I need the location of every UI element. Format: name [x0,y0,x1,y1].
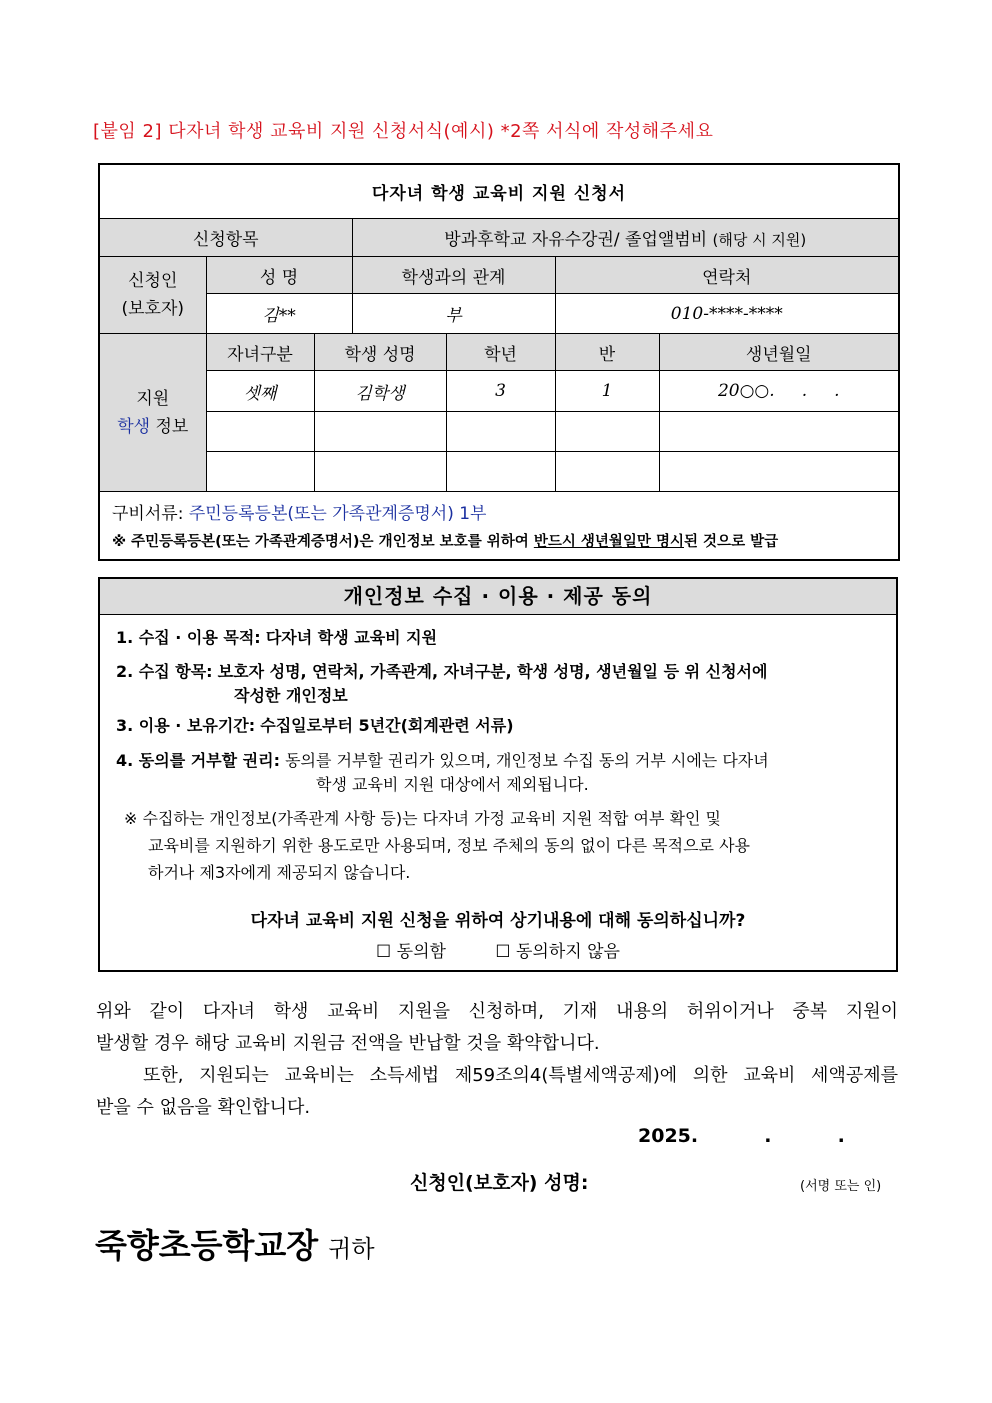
birthdate-header: 생년월일 [659,334,899,371]
student-name-field[interactable]: 김학생 [314,371,446,412]
class-field[interactable]: 1 [555,371,659,412]
child-order-header: 자녀구분 [206,334,314,371]
consent-options [100,937,896,962]
recipient: 죽향초등학교장 귀하 [95,1226,375,1265]
class-field[interactable] [555,452,659,492]
consent-note-line3: 하거나 제3자에게 제공되지 않습니다. [148,863,411,882]
class-field[interactable] [555,412,659,452]
consent-note-line1: ※ 수집하는 개인정보(가족관계 사항 등)는 다자녀 가정 교육비 지원 적합 여부 확인 및 [124,809,721,828]
privacy-consent-box [98,577,898,972]
signature-label: 신청인(보호자) 성명: [410,1172,589,1194]
consent-question: 다자녀 교육비 지원 신청을 위하여 상기내용에 대해 동의하십니까? [250,911,746,931]
class-header: 반 [555,334,659,371]
consent-item-3: 3. 이용 · 보유기간: 수집일로부터 5년간(회계관련 서류) [116,716,514,735]
applicant-contact-header: 연락처 [555,257,899,294]
apply-item-note: (해당 시 지원) [712,231,807,249]
child-order-field[interactable] [206,412,314,452]
child-order-field[interactable] [206,452,314,492]
applicant-label: 신청인 (보호자) [99,257,206,334]
student-name-field[interactable] [314,452,446,492]
student-info-label: 지원 학생 정보 [99,334,206,492]
student-name-header: 학생 성명 [314,334,446,371]
grade-header: 학년 [446,334,555,371]
consent-note-line2: 교육비를 지원하기 위한 용도로만 사용되며, 정보 주체의 동의 없이 다른 목적으로 사용 [148,836,750,855]
consent-item-4: 4. 동의를 거부할 권리: 동의를 거부할 권리가 있으며, 개인정보 수집 동의 거부 시에는 다자녀 [116,751,769,770]
grade-field[interactable] [446,412,555,452]
attachment-note: [붙임 2] 다자녀 학생 교육비 지원 신청서식(예시) *2쪽 서식에 작성해주세요 [93,121,714,142]
docs-note: ※ 주민등록등본(또는 가족관계증명서)은 개인정보 보호를 위하여 반드시 생년월일만 명시된 것으로 발급 [112,534,779,551]
agree-checkbox[interactable]: ☐ 동의함 [376,942,446,962]
signature-note: (서명 또는 인) [800,1179,882,1194]
pledge-line-2: 발생할 경우 해당 교육비 지원금 전액을 반납할 것을 확약합니다. [96,1033,600,1054]
pledge-line-3: 또한, 지원되는 교육비는 소득세법 제59조의4(특별세액공제)에 의한 교육비 세액공제를 [96,1065,898,1086]
consent-title: 개인정보 수집 · 이용 · 제공 동의 [100,579,896,615]
consent-item-1: 1. 수집 · 이용 목적: 다자녀 학생 교육비 지원 [116,628,438,647]
application-form-table [98,163,900,561]
applicant-relation-header: 학생과의 관계 [352,257,555,294]
consent-item-2: 2. 수집 항목: 보호자 성명, 연락처, 가족관계, 자녀구분, 학생 성명, 생년월일 등 위 신청서에 [116,662,768,681]
applicant-relation-field[interactable]: 부 [352,294,555,334]
applicant-contact-field[interactable]: 010-****-**** [555,294,899,334]
grade-field[interactable]: 3 [446,371,555,412]
grade-field[interactable] [446,452,555,492]
form-title: 다자녀 학생 교육비 지원 신청서 [99,164,899,219]
pledge-line-1: 위와 같이 다자녀 학생 교육비 지원을 신청하며, 기재 내용의 허위이거나 중복 지원이 [96,1001,898,1022]
pledge-line-4: 받을 수 없음을 확인합니다. [96,1097,311,1118]
birthdate-field[interactable] [659,452,899,492]
disagree-checkbox[interactable]: ☐ 동의하지 않음 [495,942,620,962]
birthdate-field[interactable]: 20○○. . . [659,371,899,412]
birthdate-field[interactable] [659,412,899,452]
docs-value: 주민등록등본(또는 가족관계증명서) 1부 [188,504,487,525]
apply-item-value: 방과후학교 자유수강권/ 졸업앨범비 (해당 시 지원) [352,219,899,257]
application-date: 2025. . . [638,1125,845,1147]
required-documents [99,492,899,560]
student-name-field[interactable] [314,412,446,452]
child-order-field[interactable]: 셋째 [206,371,314,412]
docs-label: 구비서류: [112,504,184,525]
apply-item-label: 신청항목 [99,219,352,257]
applicant-name-field[interactable]: 김** [206,294,352,334]
consent-item-2-cont: 작성한 개인정보 [234,686,348,705]
applicant-name-header: 성 명 [206,257,352,294]
consent-item-4-cont: 학생 교육비 지원 대상에서 제외됩니다. [316,775,589,794]
